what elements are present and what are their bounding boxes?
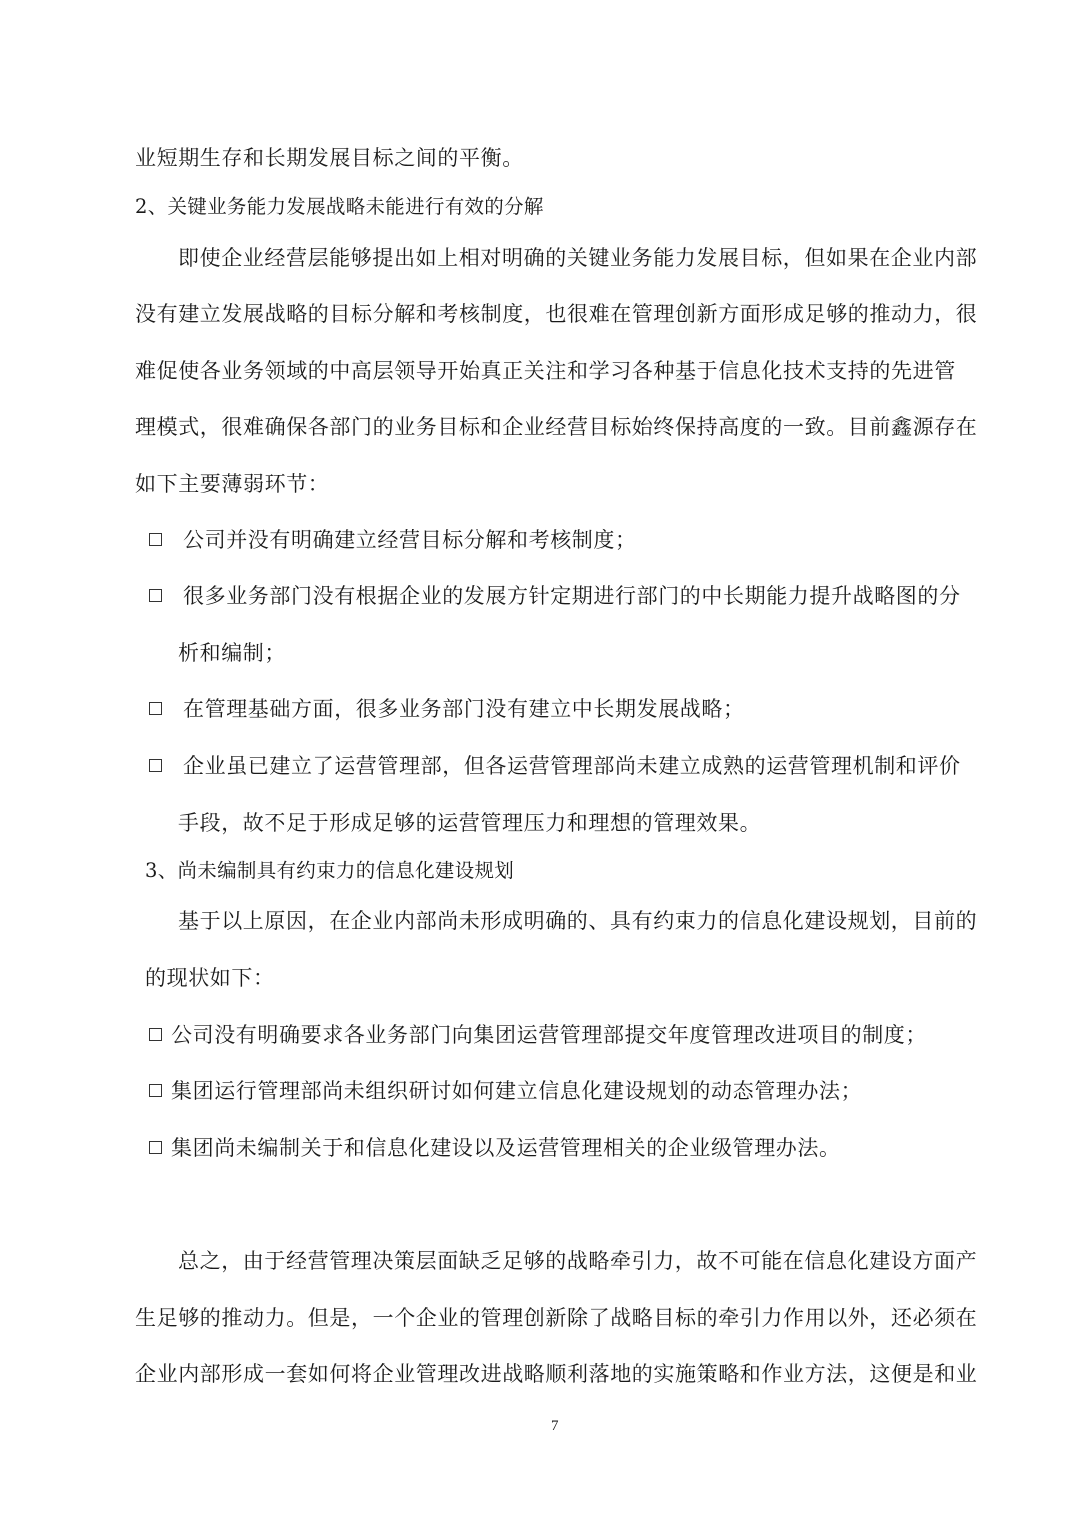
section-2-bullet-text: 公司并没有明确建立经营目标分解和考核制度； — [183, 528, 637, 552]
section-2-bullet-text-cont: 析和编制； — [178, 641, 286, 665]
checkbox-bullet-icon — [149, 1141, 162, 1154]
checkbox-bullet-icon — [149, 589, 162, 602]
checkbox-bullet-icon — [149, 1028, 162, 1041]
section-2-para-line: 如下主要薄弱环节： — [135, 472, 330, 496]
checkbox-bullet-icon — [149, 759, 162, 772]
checkbox-bullet-icon — [149, 702, 162, 715]
section-3-para-line: 基于以上原因，在企业内部尚未形成明确的、具有约束力的信息化建设规划，目前的 — [178, 909, 978, 933]
section-3-bullet-text: 集团尚未编制关于和信息化建设以及运营管理相关的企业级管理办法。 — [171, 1136, 841, 1160]
section-3-heading: 3、尚未编制具有约束力的信息化建设规划 — [145, 859, 515, 882]
section-3-bullet-text: 公司没有明确要求各业务部门向集团运营管理部提交年度管理改进项目的制度； — [171, 1023, 927, 1047]
intro-line: 业短期生存和长期发展目标之间的平衡。 — [135, 146, 524, 170]
section-2-bullet-text: 很多业务部门没有根据企业的发展方针定期进行部门的中长期能力提升战略图的分 — [183, 584, 961, 608]
conclusion-line: 总之，由于经营管理决策层面缺乏足够的战略牵引力，故不可能在信息化建设方面产 — [178, 1249, 978, 1273]
section-2-bullet-text: 企业虽已建立了运营管理部，但各运营管理部尚未建立成熟的运营管理机制和评价 — [183, 754, 961, 778]
section-2-para-line: 即使企业经营层能够提出如上相对明确的关键业务能力发展目标，但如果在企业内部 — [178, 246, 978, 270]
conclusion-line: 生足够的推动力。但是，一个企业的管理创新除了战略目标的牵引力作用以外，还必须在 — [135, 1306, 978, 1330]
conclusion-line: 企业内部形成一套如何将企业管理改进战略顺利落地的实施策略和作业方法，这便是和业 — [135, 1362, 978, 1386]
checkbox-bullet-icon — [149, 1084, 162, 1097]
page-number: 7 — [551, 1418, 559, 1434]
section-3-bullet-text: 集团运行管理部尚未组织研讨如何建立信息化建设规划的动态管理办法； — [171, 1079, 863, 1103]
section-2-bullet-text-cont: 手段，故不足于形成足够的运营管理压力和理想的管理效果。 — [178, 811, 762, 835]
section-2-para-line: 理模式，很难确保各部门的业务目标和企业经营目标始终保持高度的一致。目前鑫源存在 — [135, 415, 978, 439]
section-2-heading: 2、关键业务能力发展战略未能进行有效的分解 — [135, 195, 544, 218]
section-3-para-line: 的现状如下： — [145, 966, 275, 990]
checkbox-bullet-icon — [149, 533, 162, 546]
section-2-para-line: 没有建立发展战略的目标分解和考核制度，也很难在管理创新方面形成足够的推动力，很 — [135, 302, 978, 326]
section-2-bullet-text: 在管理基础方面，很多业务部门没有建立中长期发展战略； — [183, 697, 745, 721]
section-2-para-line: 难促使各业务领域的中高层领导开始真正关注和学习各种基于信息化技术支持的先进管 — [135, 359, 956, 383]
